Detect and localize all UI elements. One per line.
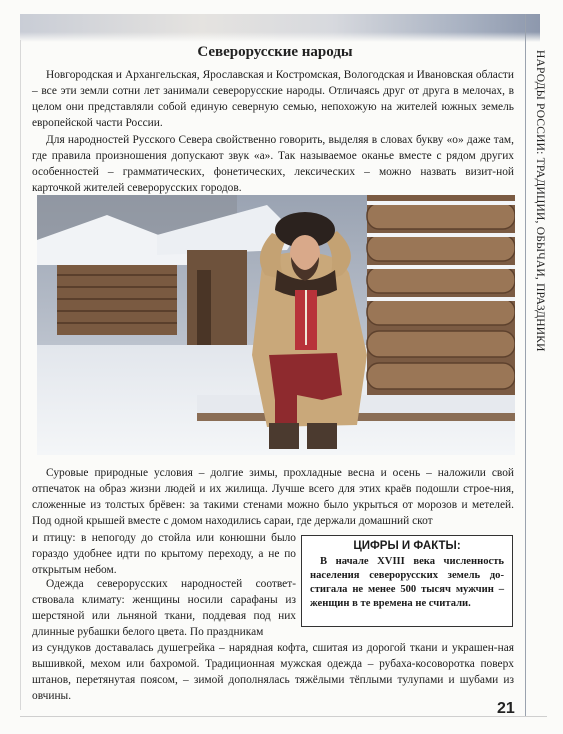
decorative-header-band	[20, 14, 540, 42]
side-running-title: НАРОДЫ РОССИИ: ТРАДИЦИИ, ОБЫЧАИ, ПРАЗДНИКИ	[534, 50, 546, 352]
page-number: 21	[497, 700, 515, 717]
photo-illustration	[37, 195, 515, 455]
paragraph-living-conditions: Суровые природные условия – долгие зимы, прохладные весна и осень – наложили свой отпечаток на образ жизни людей и их жилища. Лучше всего для этих краёв подошли строе-ния, сложенные из толстых брёвен: за такими стенами можно было укрыться от морозов и метелей. Под одной крышей вместе с домом находились сараи, где держали домашний скот	[32, 467, 514, 527]
facts-text: В начале XVIII века численность населения северорусских земель до-стигала не менее 500 тысяч мужчин – женщин в те времена не считали.	[310, 556, 504, 609]
paragraph-living-conditions-cont: и птицу: в непогоду до стойла или конюшни было гораздо удобнее идти по крытому переходу, а не по открытым небом.	[32, 532, 296, 576]
paragraph-regions: Новгородская и Архангельская, Ярославская и Костромская, Вологодская и Ивановская области – все эти земли сотни лет занимали северорусские народы. Отличаясь друг от друга в мелочах, в целом они представляли собой единую северную семью, непохожую на жителей южных земель европейской части России.	[32, 69, 514, 129]
page-edge-line	[20, 40, 21, 710]
paragraph-okanye: Для народностей Русского Севера свойственно говорить, выделяя в словах букву «о» даже там, где правила произношения допускают звук «а». Так называемое оканье вместе с рядом других особенностей – грамматических, фонетических, лексических – можно назвать визит-ной карточкой жителей северорусских городов.	[32, 134, 514, 194]
facts-box	[301, 535, 513, 627]
paragraph-clothing: Одежда северорусских народностей соответ-ствовала климату: женщины носили сарафаны из шерстяной или льняной ткани, поддевая под них длинные рубашки белого цвета. По праздникам	[32, 578, 296, 638]
facts-title: ЦИФРЫ И ФАКТЫ:	[353, 540, 461, 552]
paragraph-clothing-cont: из сундуков доставалась душегрейка – нарядная кофта, сшитая из дорогой ткани и украшен-ная вышивкой, мехом или бахромой. Традиционная мужская одежда – рубаха-косоворотка поверх штанов, перетянутая поясом, – зимой дополнялась тяжёлыми тёплыми тулупами и шубами из овчины.	[32, 642, 514, 702]
page-bottom-line	[20, 716, 547, 717]
article-title: Северорусские народы	[197, 44, 353, 60]
photo-man-in-winter-coat	[37, 195, 515, 455]
